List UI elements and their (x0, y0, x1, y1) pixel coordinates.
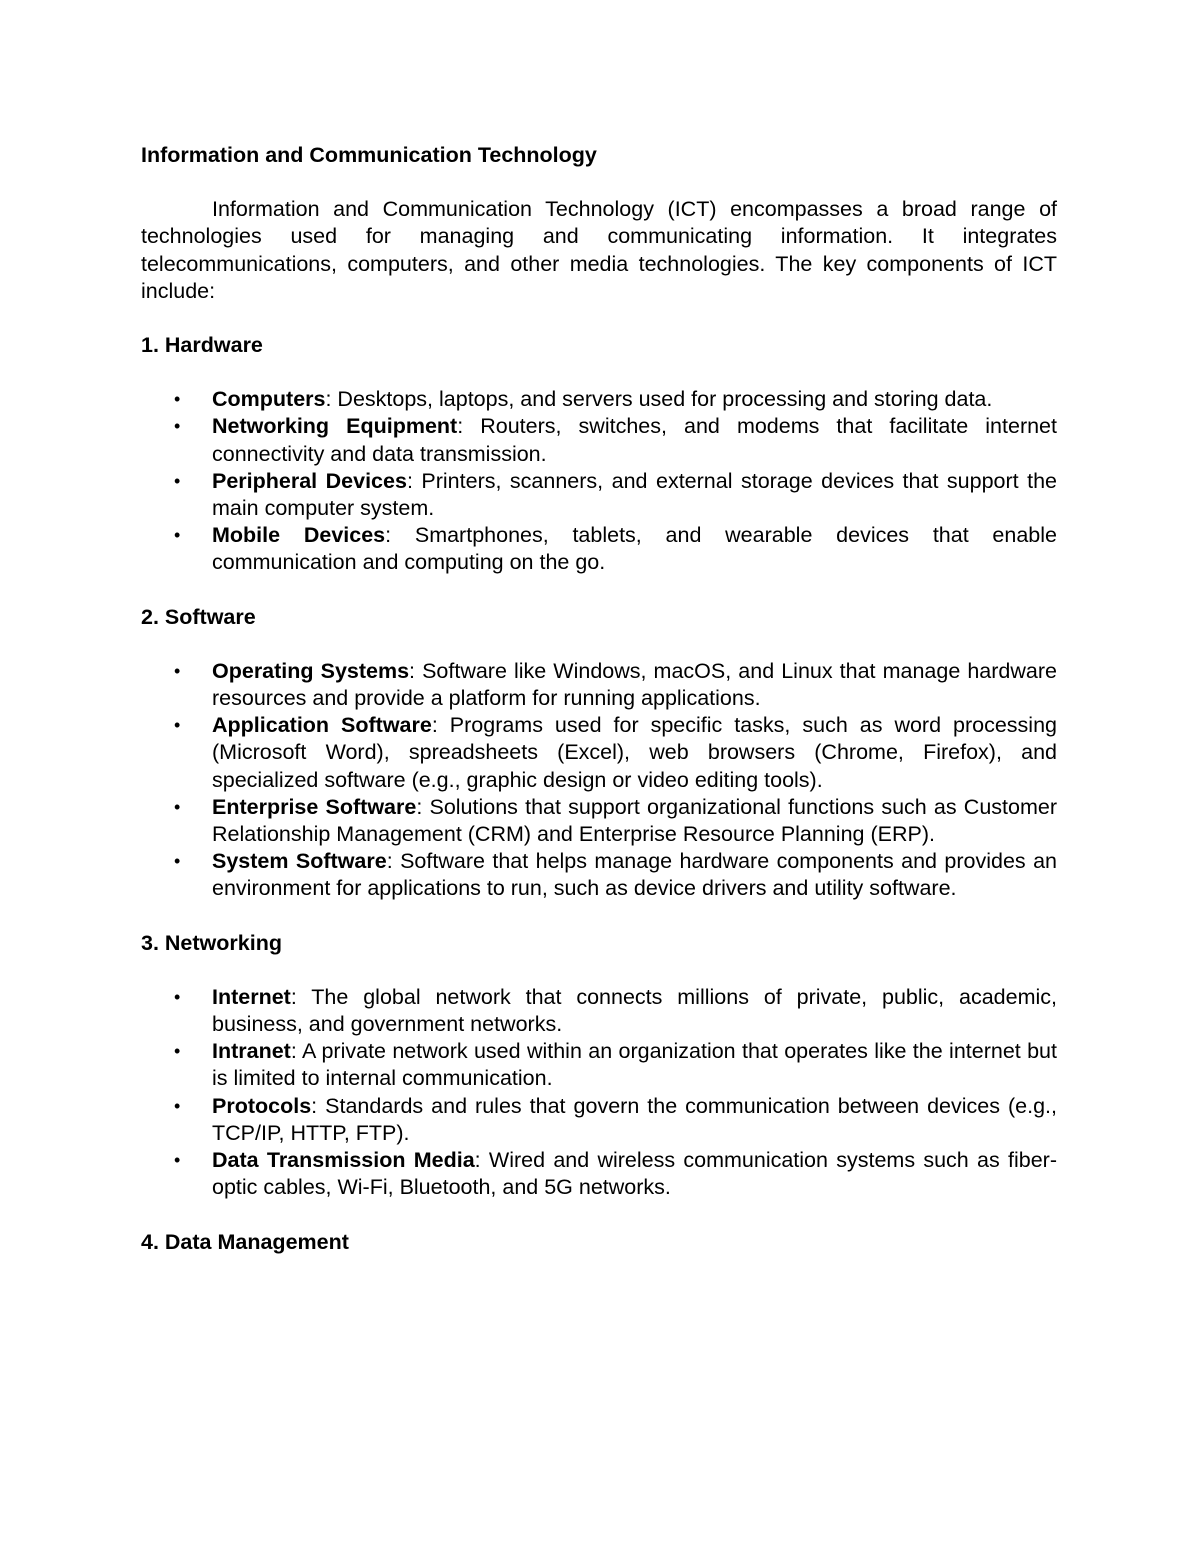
item-term: Networking Equipment (212, 414, 458, 439)
item-description: : Software that helps manage hardware components and provides an environment for applications to run, such as device drivers and utility software. (212, 849, 1057, 901)
item-term: Protocols (212, 1093, 312, 1118)
list-item (141, 386, 1057, 413)
list-item (141, 1147, 1057, 1201)
item-description: : Routers, switches, and modems that facilitate internet connectivity and data transmission. (212, 414, 1057, 466)
item-term: Data Transmission Media (212, 1148, 475, 1173)
document-page (141, 142, 1057, 1283)
item-description: : A private network used within an organization that operates like the internet but is limited to internal communication. (212, 1039, 1057, 1091)
item-description: : Desktops, laptops, and servers used for processing and storing data. (325, 387, 993, 412)
section-heading-software: 2. Software (141, 604, 256, 629)
item-description: : Solutions that support organizational functions such as Customer Relationship Management (CRM) and Enterprise Resource Planning (ERP). (212, 794, 1057, 847)
item-description: : Printers, scanners, and external storage devices that support the main computer system. (212, 468, 1057, 521)
item-term: Enterprise Software (212, 794, 417, 819)
bullet-icon: • (174, 470, 181, 491)
bullet-icon: • (174, 389, 181, 410)
item-description: : Standards and rules that govern the communication between devices (e.g., TCP/IP, HTTP, FTP). (212, 1093, 1057, 1145)
intro-paragraph: Information and Communication Technology (ICT) encompasses a broad range of technologies used for managing and communicating information. It integrates telecommunications, computers, and other media technologies. The key components of ICT include: (141, 197, 1057, 303)
section-heading-hardware: 1. Hardware (141, 333, 263, 358)
list-item (141, 848, 1057, 902)
item-term: Application Software (212, 713, 432, 738)
item-term: System Software (212, 849, 387, 874)
item-description: : Software like Windows, macOS, and Linux that manage hardware resources and provide a platform for running applications. (212, 658, 1057, 711)
list-item (141, 794, 1057, 848)
item-description: : Wired and wireless communication systems such as fiber-optic cables, Wi-Fi, Bluetooth, and 5G networks. (212, 1148, 1057, 1200)
list-item (141, 413, 1057, 467)
item-term: Intranet (212, 1039, 291, 1064)
hardware-list (141, 386, 1057, 576)
list-item (141, 712, 1057, 794)
item-term: Internet (212, 984, 291, 1009)
software-list (141, 658, 1057, 903)
list-item (141, 468, 1057, 522)
item-description: : Programs used for specific tasks, such as word processing (Microsoft Word), spreadsheets (Excel), web browsers (Chrome, Firefox), and specialized software (e.g., graphic design or video editing tools). (212, 713, 1057, 792)
bullet-icon: • (174, 715, 181, 736)
item-term: Peripheral Devices (212, 468, 407, 493)
bullet-icon: • (174, 525, 181, 546)
item-term: Computers (212, 387, 326, 412)
list-item (141, 984, 1057, 1038)
item-description: : The global network that connects millions of private, public, academic, business, and government networks. (212, 984, 1057, 1037)
document-title: Information and Communication Technology (141, 143, 597, 167)
list-item (141, 1093, 1057, 1147)
bullet-icon: • (174, 796, 181, 817)
list-item (141, 658, 1057, 712)
networking-list (141, 984, 1057, 1202)
item-term: Operating Systems (212, 658, 410, 683)
item-term: Mobile Devices (212, 523, 386, 548)
bullet-icon: • (174, 1095, 181, 1116)
bullet-icon: • (174, 851, 181, 872)
bullet-icon: • (174, 660, 181, 681)
section-heading-networking: 3. Networking (141, 930, 282, 955)
bullet-icon: • (174, 416, 181, 437)
bullet-icon: • (174, 1150, 181, 1171)
item-description: : Smartphones, tablets, and wearable devices that enable communication and computing on the go. (212, 523, 1057, 575)
section-heading-data-management: 4. Data Management (141, 1229, 349, 1254)
list-item (141, 522, 1057, 576)
bullet-icon: • (174, 986, 181, 1007)
bullet-icon: • (174, 1041, 181, 1062)
list-item (141, 1038, 1057, 1092)
